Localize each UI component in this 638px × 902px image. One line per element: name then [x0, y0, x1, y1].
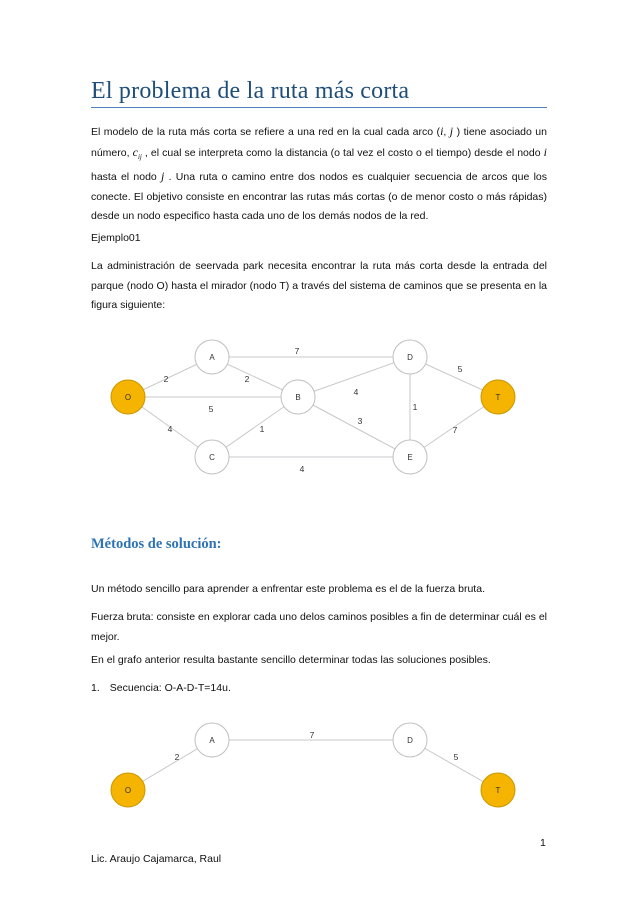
node-D-label: D: [407, 353, 413, 362]
node-T-label: T: [495, 393, 501, 402]
methods-paragraph-2: Fuerza bruta: consiste en explorar cada uno delos caminos posibles a fin de determinar cuál es el mejor.: [91, 611, 547, 643]
weight-B-C: 1: [259, 424, 265, 434]
weight-A-D: 7: [309, 730, 315, 740]
weight-E-T: 7: [452, 425, 458, 435]
weight-D-T: 5: [453, 752, 459, 762]
list-item-1: [91, 679, 547, 699]
weight-B-E: 3: [357, 416, 363, 426]
path-graph: [0, 720, 638, 820]
weight-O-A: 2: [174, 752, 180, 762]
page-number: 1: [540, 837, 546, 849]
weight-O-B: 5: [208, 404, 214, 414]
methods-heading: Métodos de solución:: [91, 536, 222, 552]
weight-B-D: 4: [353, 387, 359, 397]
footer-author: Lic. Araujo Cajamarca, Raul: [91, 853, 222, 865]
node-O-label: O: [124, 786, 132, 795]
node-A-label: A: [209, 353, 215, 362]
weight-A-B: 2: [244, 374, 250, 384]
example-label: Ejemplo01: [91, 232, 141, 244]
weight-O-A: 2: [163, 374, 169, 384]
network-graph: [0, 330, 638, 490]
weight-A-D: 7: [294, 346, 300, 356]
page-title: El problema de la ruta más corta: [91, 78, 410, 104]
title-underline: [91, 107, 547, 108]
node-A-label: A: [209, 736, 215, 745]
node-C-label: C: [209, 453, 215, 462]
methods-paragraph-1: Un método sencillo para aprender a enfrentar este problema es el de la fuerza bruta.: [91, 583, 485, 595]
weight-C-E: 4: [299, 464, 305, 474]
weight-O-C: 4: [167, 424, 173, 434]
node-O-label: O: [124, 393, 132, 402]
list-item-1-number: 1.: [91, 682, 100, 694]
example-paragraph: La administración de seervada park necesita encontrar la ruta más corta desde la entrada del parque (nodo O) hasta el mirador (nodo T) a través del sistema de caminos que se presenta en la figura siguiente:: [91, 260, 547, 311]
edge-B-E: [298, 397, 410, 457]
methods-paragraph-3: En el grafo anterior resulta bastante sencillo determinar todas las soluciones posibles.: [91, 654, 491, 666]
list-item-1-text: Secuencia: O-A-D-T=14u.: [109, 682, 231, 694]
node-B-label: B: [295, 393, 301, 402]
node-E-label: E: [407, 453, 413, 462]
weight-D-T: 5: [457, 364, 463, 374]
intro-paragraph: El modelo de la ruta más corta se refiere a una red en la cual cada arco (i, j ) tiene asociado un número, $c_{ij}$ , el cual se interpreta como la distancia (o tal vez el costo o el tiempo) desde el nodo i hasta el nodo j . Una ruta o camino entre dos nodos es cualquier secuencia de arcos que los conecte. El objetivo consiste en encontrar las rutas más cortas (o de menor costo o más rápidas) desde un nodo especifico hasta cada uno de los demás nodos de la red.: [91, 124, 548, 223]
node-D-label: D: [407, 736, 413, 745]
node-T-label: T: [495, 786, 501, 795]
weight-D-E: 1: [412, 402, 418, 412]
